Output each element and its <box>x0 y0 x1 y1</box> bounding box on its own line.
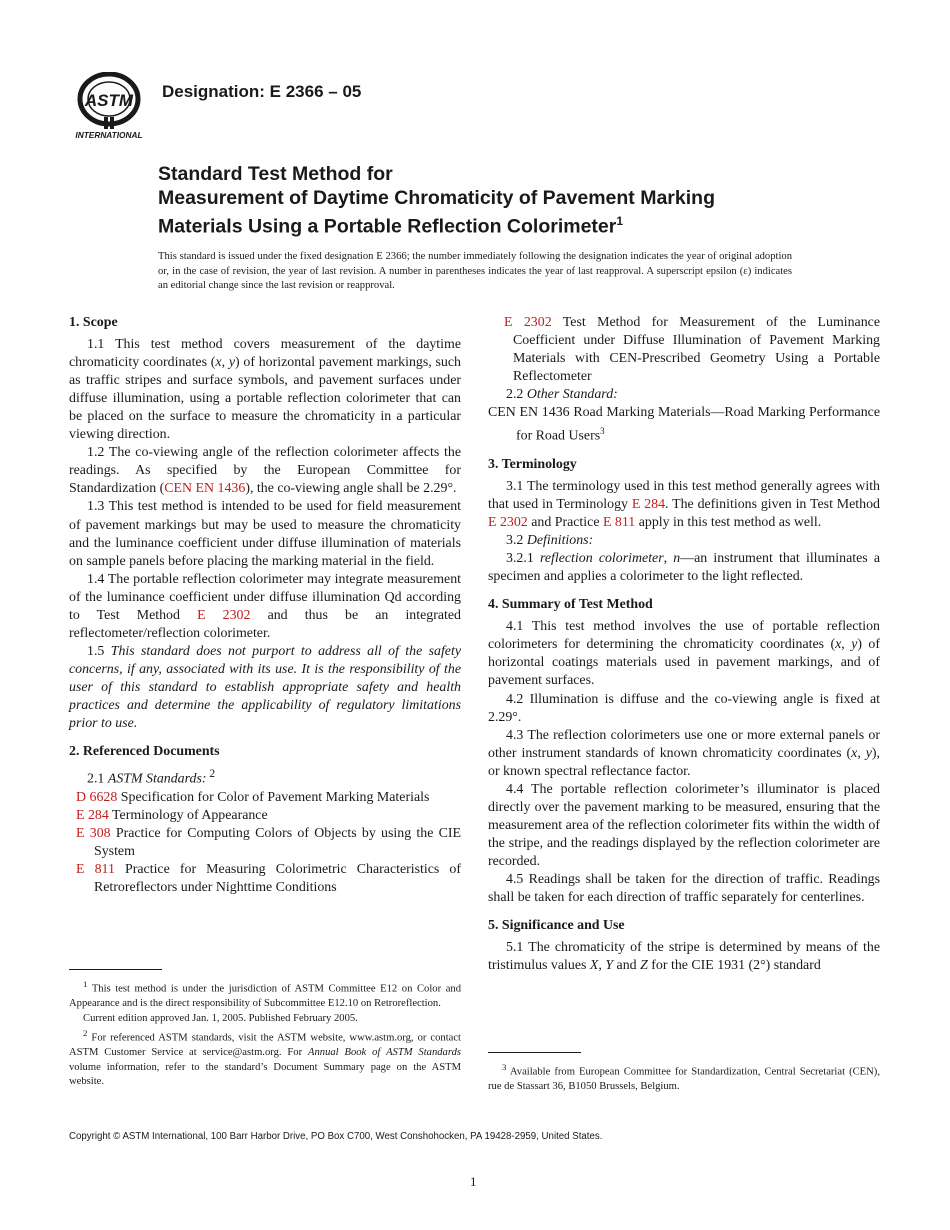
right-column <box>488 314 880 985</box>
scope-1-3: 1.3 This test method is intended to be used for field measurement of pavement markings but may be used to measure the chromaticity and the luminance coefficient under diffuse illumination of materials on sample panels before placing the marking material in the field. <box>69 499 461 569</box>
astm-standards-label: 2.1 ASTM Standards: $^2$ <box>87 767 216 787</box>
ref-doc-e811: E 811 Practice for Measuring Colorimetric Characteristics of Retroreflectors under Nighttime Conditions <box>76 861 461 896</box>
footnote-3: $^3$ Available from European Committee for Standardization, Central Secretariat (CEN), rue de Stassart 36, B1050 Brussels, Belgium. <box>488 1062 880 1093</box>
summary-4-4: 4.4 The portable reflection colorimeter’s illuminator is placed directly over the pavement marking to be measured, ensuring that the measurement area of the reflection colorimeter fits within the width of the stripe, and the readings displayed by the reflection colorimeter are recorded. <box>488 781 880 869</box>
footnotes-left <box>69 977 461 1090</box>
astm-logo <box>68 72 150 140</box>
section-referenced-continued <box>488 314 880 446</box>
title-footnote-mark: 1 <box>616 214 624 228</box>
logo-subtext: INTERNATIONAL <box>75 130 143 140</box>
page-number: 1 <box>470 1174 477 1189</box>
terminology-heading: 3. Terminology <box>488 456 577 472</box>
scope-1-4: 1.4 The portable reflection colorimeter may integrate measurement of the luminance coefficient under diffuse illumination Qd according to Test Method E 2302 and thus be an integrated reflectometer/reflection colorimeter. <box>69 571 461 641</box>
footnote-1: $^1$ This test method is under the jurisdiction of ASTM Committee E12 on Color and Appearance and is the direct responsibility of Subcommittee E12.10 on Retroreflection. <box>69 979 461 1010</box>
summary-4-1: 4.1 This test method involves the use of portable reflection colorimeters for determining the chromaticity coordinates (x, y) of horizontal coatings materials used in pavement markings, and of pavement surfaces. <box>488 619 880 689</box>
title-line-3 <box>158 210 858 239</box>
link-e284-term[interactable]: E 284 <box>631 497 666 513</box>
footnote-rule-right <box>488 1052 581 1053</box>
ref-doc-cen-en-1436: CEN EN 1436 Road Marking Materials—Road Marking Performance for Road Users$^3$ <box>488 405 880 444</box>
ref-doc-e284: E 284 Terminology of Appearance <box>76 807 268 823</box>
link-e308[interactable]: E 308 <box>76 825 111 841</box>
link-d6628[interactable]: D 6628 <box>76 789 118 805</box>
link-e284[interactable]: E 284 <box>76 807 109 823</box>
issued-notice: This standard is issued under the fixed designation E 2366; the number immediately following the designation indicates the year of original adoption or, in the case of revision, the year of last revision. A number in parentheses indicates the year of last reapproval. A superscript epsilon (ε) indicates an editorial change since the last revision or reapproval. <box>158 251 792 292</box>
section-scope <box>69 314 461 733</box>
designation: Designation: E 2366 – 05 <box>162 82 362 101</box>
section-terminology <box>488 456 880 586</box>
referenced-heading: 2. Referenced Documents <box>69 744 220 760</box>
title-line-2: Measurement of Daytime Chromaticity of Pavement Marking <box>158 186 715 209</box>
significance-5-1: 5.1 The chromaticity of the stripe is determined by means of the tristimulus values X, Y and Z for the CIE 1931 (2°) standard <box>488 940 880 974</box>
scope-1-2: 1.2 The co-viewing angle of the reflection colorimeter affects the readings. As specified by the European Committee for Standardization (CEN EN 1436), the co-viewing angle shall be 2.29°. <box>69 445 461 497</box>
section-referenced-documents <box>69 743 461 897</box>
ref-doc-d6628: D 6628 Specification for Color of Pavement Marking Materials <box>76 789 430 805</box>
title-line-3-text: Materials Using a Portable Reflection Colorimeter <box>158 215 617 238</box>
link-e2302[interactable]: E 2302 <box>197 607 251 623</box>
summary-4-5: 4.5 Readings shall be taken for the direction of traffic. Readings shall be taken for each direction of traffic separately for centerlines. <box>488 871 880 906</box>
footnote-rule-left <box>69 969 162 970</box>
footnotes-right <box>488 1060 880 1095</box>
significance-heading: 5. Significance and Use <box>488 918 625 934</box>
summary-4-3: 4.3 The reflection colorimeters use one or more external panels or other instrument standards of known chromaticity coordinates (x, y), or known spectral reflectance factor. <box>488 727 880 779</box>
ref-doc-e2302: E 2302 Test Method for Measurement of the Luminance Coefficient under Diffuse Illumination of Pavement Marking Materials with CEN-Prescribed Geometry Using a Portable Reflectometer <box>504 315 881 385</box>
scope-1-5: 1.5 This standard does not purport to address all of the safety concerns, if any, associated with its use. It is the responsibility of the user of this standard to establish appropriate safety and health practices and determine the applicability of regulatory limitations prior to use. <box>69 643 461 732</box>
copyright: Copyright © ASTM International, 100 Barr Harbor Drive, PO Box C700, West Conshohocken, PA 19428-2959, United States. <box>69 1131 603 1142</box>
footnote-1-edition: Current edition approved Jan. 1, 2005. Published February 2005. <box>83 1012 358 1024</box>
terminology-3-2-1: 3.2.1 reflection colorimeter, n—an instrument that illuminates a specimen and applies a colorimeter to the light reflected. <box>488 551 881 585</box>
ref-doc-e308: E 308 Practice for Computing Colors of Objects by using the CIE System <box>76 825 462 859</box>
link-e2302-ref[interactable]: E 2302 <box>504 315 552 330</box>
link-e811[interactable]: E 811 <box>76 861 115 877</box>
left-column <box>69 314 461 907</box>
terminology-3-2: 3.2 Definitions: <box>506 533 594 549</box>
document-title <box>158 163 858 239</box>
section-significance <box>488 917 880 975</box>
logo-text: ASTM <box>84 91 134 110</box>
terminology-3-1: 3.1 The terminology used in this test method generally agrees with that used in Terminology E 284. The definitions given in Test Method E 2302 and Practice E 811 apply in this test method as well. <box>488 479 880 531</box>
section-summary <box>488 596 880 907</box>
link-e811-term[interactable]: E 811 <box>602 515 636 531</box>
summary-heading: 4. Summary of Test Method <box>488 597 653 613</box>
summary-4-2: 4.2 Illumination is diffuse and the co-viewing angle is fixed at 2.29°. <box>488 691 880 725</box>
link-cen-en-1436[interactable]: CEN EN 1436 <box>164 481 246 497</box>
scope-1-1: 1.1 This test method covers measurement of the daytime chromaticity coordinates (x, y) of horizontal pavement markings, such as traffic stripes and surface symbols, and pavement surfaces under diffuse illumination, using a portable reflection colorimeter that can be placed on the surface to measure the chromaticity in a particular viewing direction. <box>69 337 461 443</box>
other-standard-label: 2.2 Other Standard: <box>506 387 618 403</box>
footnote-2: $^2$ For referenced ASTM standards, visit the ASTM website, www.astm.org, or contact ASTM Customer Service at service@astm.org. For Annual Book of ASTM Standards volume information, refer to the standard’s Document Summary page on the ASTM website. <box>69 1028 462 1088</box>
link-e2302-term[interactable]: E 2302 <box>488 515 528 531</box>
scope-heading: 1. Scope <box>69 315 118 330</box>
title-line-1: Standard Test Method for <box>158 163 393 185</box>
